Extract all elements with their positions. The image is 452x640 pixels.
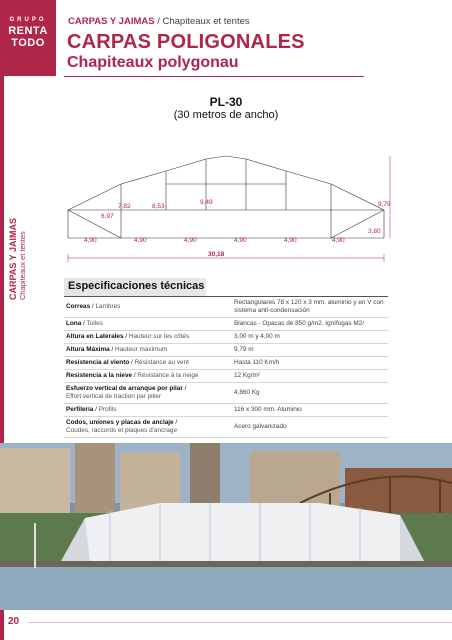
breadcrumb-fr: Chapiteaux et tentes xyxy=(162,16,250,27)
spec-key-fr: Hauteur maximum xyxy=(115,346,168,353)
spec-key: Lona xyxy=(66,320,82,327)
frame-lines xyxy=(68,156,384,238)
spec-key-fr: Résistance au vent xyxy=(134,359,189,366)
spec-value: 3,00 m y 4,00 m xyxy=(232,331,388,344)
spec-value: Rectangulares 78 x 120 x 3 mm. aluminio y en V con sistema anti-condensación xyxy=(232,297,388,318)
spec-row: Altura Máxima / Hauteur maximum 9,79 m xyxy=(64,344,388,357)
height-label: 8,53 xyxy=(152,203,165,210)
height-label: 3,80 xyxy=(368,228,381,235)
page-subtitle: Chapiteaux polygonau xyxy=(67,54,239,71)
tent-photo xyxy=(0,443,452,610)
spec-key: Correas xyxy=(66,303,91,310)
tent-structure-diagram xyxy=(56,140,396,270)
logo-renta: RENTA xyxy=(8,25,48,37)
height-label: 9,79 xyxy=(378,201,391,208)
height-label: 9,49 xyxy=(200,199,213,206)
spec-value: Hasta 110 Km/h xyxy=(232,357,388,370)
spec-row: Lona / Toiles Blancas - Opacas de 850 g/m2. Ignífugas M2/ xyxy=(64,318,388,331)
spec-key-fr: Profils xyxy=(98,406,117,413)
spec-value: 9,79 m xyxy=(232,344,388,357)
side-label-es: CARPAS Y JAIMAS xyxy=(8,217,18,300)
spec-row: Resistencia a la nieve / Résistance à la neige 12 Kg/m² xyxy=(64,370,388,383)
height-label: 7,82 xyxy=(118,203,131,210)
dimension-lines xyxy=(68,156,390,262)
spec-value: 12 Kg/m² xyxy=(232,370,388,383)
model-width: (30 metros de ancho) xyxy=(173,109,279,121)
specs-heading: Especificaciones técnicas xyxy=(68,280,205,292)
model-code: PL-30 xyxy=(209,95,243,109)
spec-row: Perfilería / Profils 116 x 300 mm. Aluminio xyxy=(64,404,388,417)
spec-key: Codos, uniones y placas de anclaje xyxy=(66,419,174,426)
span-label: 4,90 xyxy=(134,237,147,244)
spec-key: Esfuerzo vertical de arranque por pilar xyxy=(66,385,183,392)
logo-todo: TODO xyxy=(11,37,45,49)
spec-key: Altura en Laterales xyxy=(66,333,124,340)
breadcrumb-sep: / xyxy=(154,16,163,27)
spec-row: Esfuerzo vertical de arranque por pilar / Effort vertical de traction par pilier 4,860 Kg xyxy=(64,383,388,404)
spec-value: 4,860 Kg xyxy=(232,383,388,404)
page-title: CARPAS POLIGONALES xyxy=(67,31,305,53)
total-width-label: 30,18 xyxy=(208,251,225,258)
span-label: 4,90 xyxy=(234,237,247,244)
side-section-label xyxy=(8,217,38,316)
brand-logo xyxy=(0,0,56,76)
span-label: 4,90 xyxy=(184,237,197,244)
spec-value: Blancas - Opacas de 850 g/m2. Ignífugas M2/ xyxy=(232,318,388,331)
spec-row: Correas / Lambres Rectangulares 78 x 120 x 3 mm. aluminio y en V con sistema anti-condensación xyxy=(64,297,388,318)
spec-key-fr: Lambres xyxy=(95,303,121,310)
diagram-labels xyxy=(84,199,391,258)
roof-outline xyxy=(68,156,384,238)
spec-key-fr: Hauteur sur les côtés xyxy=(128,333,190,340)
spec-row: Altura en Laterales / Hauteur sur les côtés 3,00 m y 4,00 m xyxy=(64,331,388,344)
breadcrumb xyxy=(68,16,250,27)
spec-value: Acero galvanizado xyxy=(232,417,388,438)
height-label: 6,97 xyxy=(101,213,114,220)
span-label: 4,90 xyxy=(284,237,297,244)
span-label: 4,90 xyxy=(84,237,97,244)
spec-key-fr: Résistance à la neige xyxy=(137,372,199,379)
tent-photo-illustration xyxy=(0,443,452,610)
breadcrumb-es: CARPAS Y JAIMAS xyxy=(68,16,155,27)
specs-table xyxy=(64,297,388,438)
spec-key: Altura Máxima xyxy=(66,346,110,353)
page-number: 20 xyxy=(8,616,20,627)
title-divider xyxy=(64,76,364,77)
spec-key-fr: Effort vertical de traction par pilier xyxy=(66,393,162,400)
footer-divider xyxy=(28,622,452,623)
spec-key-fr: Toiles xyxy=(86,320,103,327)
span-label: 4,90 xyxy=(332,237,345,244)
spec-key-fr: Coudes, raccords et plaques d'ancrage xyxy=(66,427,177,434)
spec-key: Resistencia al viento xyxy=(66,359,130,366)
spec-row: Codos, uniones y placas de anclaje / Coudes, raccords et plaques d'ancrage Acero galvanizado xyxy=(64,417,388,438)
spec-key: Perfilería xyxy=(66,406,94,413)
spec-row: Resistencia al viento / Résistance au vent Hasta 110 Km/h xyxy=(64,357,388,370)
spec-key: Resistencia a la nieve xyxy=(66,372,133,379)
specs-heading-box xyxy=(64,278,206,296)
logo-grupo: GRUPO xyxy=(9,17,47,23)
side-label-fr: Chapiteaux et tentes xyxy=(18,231,27,300)
spec-value: 116 x 300 mm. Aluminio xyxy=(232,404,388,417)
